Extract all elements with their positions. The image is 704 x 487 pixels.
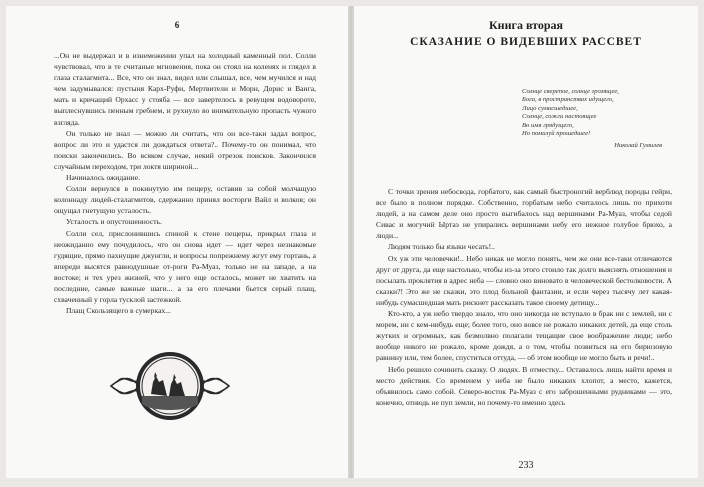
right-body-text [376,186,672,408]
right-paragraph: Людям только бы языки чесать!.. [388,242,495,252]
left-paragraph: ...Он не выдержал и в изнеможении упал на холодный каменный пол. Солли чувствовал, что в те считаные мгновения, пока он стоял на коленях и глядел в глаза сталагмита... Все, что он знал, видел или слышал, все, чем мучился и над чем задумывался: пустыня Карх-Руфи, Мертвители и Морн, Дорис и Ванга, мать и кричащий Орхасс у стояба — все завертелось в ревущем водовороте, выплеснувшись пенным гребнем, и рухнуло во внимательную пропасть чужого взгляда. [54,51,316,127]
epigraph-line: Во имя грядущего, [522,121,574,129]
epigraph-line: Лицо сумасшедшее, [522,104,578,112]
left-paragraph: Он только не знал — можно ли считать, что он все-таки задал вопрос, вопрос ли это и удастся ли дождаться ответа?.. Почему-то он понимал, что поиски закончились. Во всяком случае, некий отрезок поисков. Закончился случайным переходом, три локтя шириной... [54,128,316,171]
left-paragraph: Усталость и опустошенность. [66,217,162,227]
right-paragraph: Кто-кто, а уж небо твердо знало, что оно никогда не вступало в брак ни с землей, ни с морем, ни с кем-нибудь еще; более того, оно вовсе не рожало никаких детей, да еще столь жутких и огромных, как безмолвно полагали тещащие свое воображение люди; небо вообще никого не рожало, кроме дождя, а о том, чтобы позвиться на его бирюзовую равнину или, тем более, спуститься оттуда, — об этом вообще не могло быть и речи!.. [376,309,672,363]
left-page [6,6,348,478]
right-paragraph: Небо решило сочинить сказку. О людях. В отместку... Оставалось лишь найти время и место действия. Со временем у неба не было никаких хлопот, а место, кажется, объявилось само собой. Северо-восток Ра-Муаз с его заброшенными рудниками — это, конечно, отнюдь не пуп земли, но почему-то именно здесь [376,364,672,407]
left-paragraph: Начиналось ожидание. [66,173,140,183]
celtic-wolf-vignette [109,338,231,434]
right-paragraph: С точки зрения небосвода, горбатого, как самый быстроногий верблюд породы гейри, все было в полном порядке. Собственно, горбатым небо считалось лишь по прихоти людей, а на самом деле оно просто выгибалось над вершинами Ра-Муаз, чтобы седой Сивас и могучий Ыртаэ не упирались вершинами небу его нежное голубое брюхо, а люди... [376,187,672,241]
left-body-text [54,50,316,316]
epigraph-author: Николай Гумилев [614,142,662,149]
epigraph [522,88,672,138]
right-paragraph: Ох уж эти человечки!.. Небо никак не могло понять, чем же они все-таки отличаются друг от друга, да еще настолько, чтобы из-за этого стоило так долго выяснять отношения и посылать проклятия в адрес неба — словно оно виновато в человеческой бестолковости. А сказки?! Это же не сказки, это плод больной фантазии, и если через тысячу лет какая-нибудь сумасшедшая мать рискнет рассказать такое своему детищу... [376,253,672,307]
right-page [354,6,698,478]
chapter-title: СКАЗАНИЕ О ВИДЕВШИХ РАССВЕТ [410,36,642,48]
left-page-number: 6 [174,20,180,30]
epigraph-line: Солнце, сожги настоящее [522,113,597,121]
epigraph-line: Но помилуй прошедшее! [522,130,591,138]
left-paragraph: Солли сел, прислонившись спиной к стене пещеры, прикрыл глаза и неожиданно ему почудилось, что он снова идет — идет через незнакомые гудящие, прямо пахнущие джунгли, и вопросы попрежнему жгут ему гортань, а впереди высятся равнодушные от-роги Ра-Муаз, только не на западе, а на востоке; и тех урез жизней, что у него еще осталось, может не хватить на последние, самые важные шаги... а за его плечами бьется серый плащ, схваченный у горла тусклой застежкой. [54,228,316,305]
epigraph-line: Солнце сверепое, солнце грозящее, [522,88,619,95]
right-page-number: 233 [518,460,534,471]
epigraph-line: Бога, в пространствах идущего, [522,96,614,104]
book-part-heading: Книга вторая [488,18,564,32]
left-paragraph: Солли вернулся в покинутую им пещеру, оставив за собой молчащую колоннаду людей-сталагмитов, сдержанно принял восторги Вайл и волков; он ощущал гнетущую усталость. [54,184,316,216]
left-paragraph: Плащ Скользящего в сумерках... [66,306,171,316]
